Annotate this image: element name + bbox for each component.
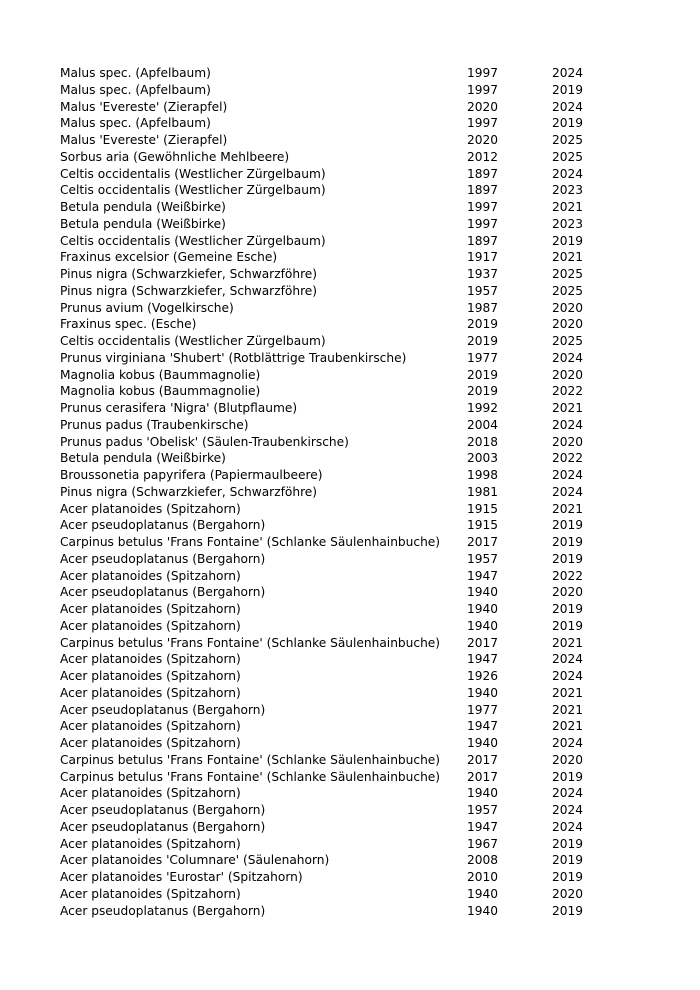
table-row: [60, 350, 620, 367]
tree-table-body: [60, 65, 620, 919]
planting-year-cell: 1957: [467, 803, 499, 817]
control-year-cell: 2021: [552, 501, 584, 516]
planting-year-cell: 2018: [467, 434, 499, 449]
table-row: [60, 400, 620, 417]
planting-year-cell: 2004: [467, 417, 499, 432]
table-row: [60, 718, 620, 735]
table-row: [60, 635, 620, 652]
table-row: [60, 233, 620, 250]
tree-species-cell: Acer platanoides 'Columnare' (Säulenahorn): [60, 853, 330, 868]
tree-species-cell: Prunus virginiana 'Shubert' (Rotblättrige Traubenkirsche): [60, 350, 407, 365]
table-row: [60, 685, 620, 702]
planting-year-cell: 1977: [467, 702, 499, 717]
planting-year-cell: 1915: [467, 518, 499, 533]
control-year-cell: 2020: [552, 585, 584, 600]
control-year-cell: 2019: [552, 769, 584, 784]
control-year-cell: 2023: [552, 216, 584, 231]
table-row: [60, 249, 620, 266]
planting-year-cell: 1926: [467, 669, 499, 683]
tree-species-cell: Carpinus betulus 'Frans Fontaine' (Schlanke Säulenhainbuche): [60, 535, 441, 549]
control-year-cell: 2020: [552, 367, 584, 382]
tree-species-cell: Sorbus aria (Gewöhnliche Mehlbeere): [60, 149, 290, 164]
planting-year-cell: 1998: [467, 468, 499, 482]
planting-year-cell: 1897: [467, 183, 499, 198]
planting-year-cell: 1917: [467, 250, 499, 265]
tree-species-cell: Pinus nigra (Schwarzkiefer, Schwarzföhre): [60, 484, 318, 499]
control-year-cell: 2024: [552, 350, 584, 365]
control-year-cell: 2019: [552, 233, 584, 248]
control-year-cell: 2019: [552, 903, 584, 918]
tree-species-cell: Acer pseudoplatanus (Bergahorn): [60, 819, 266, 834]
control-year-cell: 2024: [552, 669, 584, 683]
control-year-cell: 2021: [552, 200, 584, 214]
table-row: [60, 568, 620, 585]
planting-year-cell: 1940: [467, 685, 499, 700]
planting-year-cell: 1947: [467, 568, 499, 583]
table-row: [60, 300, 620, 317]
control-year-cell: 2019: [552, 116, 584, 131]
planting-year-cell: 1947: [467, 652, 499, 667]
table-row: [60, 584, 620, 601]
planting-year-cell: 1947: [467, 819, 499, 834]
tree-species-cell: Carpinus betulus 'Frans Fontaine' (Schlanke Säulenhainbuche): [60, 769, 441, 784]
tree-species-cell: Acer platanoides (Spitzahorn): [60, 736, 241, 750]
table-row: [60, 166, 620, 183]
control-year-cell: 2022: [552, 384, 584, 399]
control-year-cell: 2022: [552, 568, 584, 583]
tree-species-cell: Acer pseudoplatanus (Bergahorn): [60, 702, 266, 717]
control-year-cell: 2019: [552, 518, 584, 533]
tree-species-cell: Pinus nigra (Schwarzkiefer, Schwarzföhre): [60, 283, 318, 298]
control-year-cell: 2022: [552, 451, 584, 466]
tree-species-cell: Carpinus betulus 'Frans Fontaine' (Schlanke Säulenhainbuche): [60, 752, 441, 767]
table-row: [60, 802, 620, 819]
tree-species-cell: Acer platanoides (Spitzahorn): [60, 568, 241, 583]
planting-year-cell: 1997: [467, 216, 499, 231]
tree-species-cell: Magnolia kobus (Baummagnolie): [60, 384, 261, 399]
tree-species-cell: Acer platanoides (Spitzahorn): [60, 501, 241, 516]
tree-species-cell: Prunus padus 'Obelisk' (Säulen-Traubenkirsche): [60, 434, 349, 449]
planting-year-cell: 1997: [467, 200, 499, 214]
table-row: [60, 903, 620, 920]
tree-species-cell: Fraxinus spec. (Esche): [60, 317, 197, 332]
tree-species-cell: Acer platanoides (Spitzahorn): [60, 652, 241, 667]
table-row: [60, 534, 620, 551]
planting-year-cell: 1940: [467, 736, 499, 750]
table-row: [60, 82, 620, 99]
planting-year-cell: 2019: [467, 317, 499, 332]
planting-year-cell: 2017: [467, 752, 499, 767]
tree-species-cell: Acer platanoides 'Eurostar' (Spitzahorn): [60, 870, 303, 884]
tree-species-cell: Acer pseudoplatanus (Bergahorn): [60, 551, 266, 566]
tree-table: [60, 65, 620, 919]
control-year-cell: 2019: [552, 618, 584, 633]
table-row: [60, 484, 620, 501]
table-row: [60, 216, 620, 233]
tree-species-cell: Acer platanoides (Spitzahorn): [60, 602, 241, 616]
control-year-cell: 2025: [552, 283, 584, 298]
control-year-cell: 2024: [552, 786, 584, 801]
tree-species-cell: Acer platanoides (Spitzahorn): [60, 685, 241, 700]
table-row: [60, 199, 620, 216]
planting-year-cell: 1947: [467, 719, 499, 734]
table-row: [60, 149, 620, 166]
tree-species-cell: Celtis occidentalis (Westlicher Zürgelbaum): [60, 166, 326, 181]
table-row: [60, 266, 620, 283]
control-year-cell: 2020: [552, 752, 584, 767]
planting-year-cell: 1940: [467, 585, 499, 600]
control-year-cell: 2021: [552, 401, 584, 415]
tree-species-cell: Carpinus betulus 'Frans Fontaine' (Schlanke Säulenhainbuche): [60, 635, 441, 650]
planting-year-cell: 1957: [467, 551, 499, 566]
control-year-cell: 2025: [552, 334, 584, 348]
control-year-cell: 2024: [552, 484, 584, 499]
planting-year-cell: 1997: [467, 116, 499, 131]
tree-species-cell: Acer platanoides (Spitzahorn): [60, 886, 241, 901]
control-year-cell: 2020: [552, 886, 584, 901]
table-row: [60, 450, 620, 467]
control-year-cell: 2019: [552, 551, 584, 566]
table-row: [60, 836, 620, 853]
planting-year-cell: 1997: [467, 82, 499, 97]
control-year-cell: 2024: [552, 99, 584, 114]
planting-year-cell: 2019: [467, 367, 499, 382]
planting-year-cell: 1957: [467, 283, 499, 298]
tree-species-cell: Acer pseudoplatanus (Bergahorn): [60, 903, 266, 918]
table-row: [60, 601, 620, 618]
tree-species-cell: Acer platanoides (Spitzahorn): [60, 719, 241, 734]
planting-year-cell: 2008: [467, 853, 499, 868]
control-year-cell: 2020: [552, 434, 584, 449]
table-row: [60, 115, 620, 132]
tree-species-cell: Magnolia kobus (Baummagnolie): [60, 367, 261, 382]
planting-year-cell: 2017: [467, 769, 499, 784]
table-row: [60, 383, 620, 400]
table-row: [60, 769, 620, 786]
tree-species-cell: Malus spec. (Apfelbaum): [60, 66, 211, 80]
planting-year-cell: 1977: [467, 350, 499, 365]
tree-species-cell: Malus 'Evereste' (Zierapfel): [60, 133, 228, 147]
control-year-cell: 2021: [552, 685, 584, 700]
table-row: [60, 618, 620, 635]
tree-species-cell: Acer platanoides (Spitzahorn): [60, 786, 241, 801]
planting-year-cell: 1937: [467, 267, 499, 281]
table-row: [60, 785, 620, 802]
control-year-cell: 2024: [552, 736, 584, 750]
planting-year-cell: 1940: [467, 786, 499, 801]
table-row: [60, 752, 620, 769]
planting-year-cell: 1915: [467, 501, 499, 516]
control-year-cell: 2024: [552, 417, 584, 432]
control-year-cell: 2020: [552, 300, 584, 315]
planting-year-cell: 2020: [467, 133, 499, 147]
table-row: [60, 434, 620, 451]
planting-year-cell: 1981: [467, 484, 499, 499]
tree-species-cell: Acer pseudoplatanus (Bergahorn): [60, 518, 266, 533]
planting-year-cell: 1940: [467, 618, 499, 633]
control-year-cell: 2019: [552, 836, 584, 851]
planting-year-cell: 2010: [467, 870, 499, 884]
planting-year-cell: 2017: [467, 535, 499, 549]
tree-species-cell: Malus spec. (Apfelbaum): [60, 82, 211, 97]
table-row: [60, 517, 620, 534]
tree-species-cell: Celtis occidentalis (Westlicher Zürgelbaum): [60, 233, 326, 248]
control-year-cell: 2025: [552, 133, 584, 147]
planting-year-cell: 1940: [467, 602, 499, 616]
planting-year-cell: 1987: [467, 300, 499, 315]
tree-species-cell: Malus spec. (Apfelbaum): [60, 116, 211, 131]
table-row: [60, 735, 620, 752]
table-row: [60, 182, 620, 199]
control-year-cell: 2021: [552, 635, 584, 650]
control-year-cell: 2021: [552, 250, 584, 265]
tree-species-cell: Pinus nigra (Schwarzkiefer, Schwarzföhre): [60, 267, 318, 281]
tree-species-cell: Malus 'Evereste' (Zierapfel): [60, 99, 228, 114]
tree-species-cell: Betula pendula (Weißbirke): [60, 451, 226, 466]
tree-species-cell: Prunus avium (Vogelkirsche): [60, 300, 234, 315]
control-year-cell: 2019: [552, 870, 584, 884]
control-year-cell: 2021: [552, 719, 584, 734]
tree-species-cell: Betula pendula (Weißbirke): [60, 216, 226, 231]
planting-year-cell: 1992: [467, 401, 499, 415]
control-year-cell: 2019: [552, 535, 584, 549]
table-row: [60, 668, 620, 685]
control-year-cell: 2024: [552, 803, 584, 817]
tree-species-cell: Fraxinus excelsior (Gemeine Esche): [60, 250, 278, 265]
table-row: [60, 417, 620, 434]
planting-year-cell: 1997: [467, 66, 499, 80]
table-row: [60, 702, 620, 719]
planting-year-cell: 2019: [467, 334, 499, 348]
table-row: [60, 316, 620, 333]
planting-year-cell: 1940: [467, 903, 499, 918]
control-year-cell: 2023: [552, 183, 584, 198]
table-row: [60, 886, 620, 903]
planting-year-cell: 1940: [467, 886, 499, 901]
table-row: [60, 869, 620, 886]
table-row: [60, 852, 620, 869]
control-year-cell: 2024: [552, 652, 584, 667]
control-year-cell: 2021: [552, 702, 584, 717]
table-row: [60, 132, 620, 149]
control-year-cell: 2024: [552, 819, 584, 834]
control-year-cell: 2019: [552, 853, 584, 868]
planting-year-cell: 2020: [467, 99, 499, 114]
tree-species-cell: Prunus cerasifera 'Nigra' (Blutpflaume): [60, 401, 298, 415]
planting-year-cell: 2012: [467, 149, 499, 164]
table-row: [60, 99, 620, 116]
tree-species-cell: Acer pseudoplatanus (Bergahorn): [60, 803, 266, 817]
control-year-cell: 2024: [552, 468, 584, 482]
tree-species-cell: Celtis occidentalis (Westlicher Zürgelbaum): [60, 334, 326, 348]
control-year-cell: 2025: [552, 149, 584, 164]
table-row: [60, 467, 620, 484]
tree-species-cell: Acer platanoides (Spitzahorn): [60, 618, 241, 633]
tree-species-cell: Acer platanoides (Spitzahorn): [60, 669, 241, 683]
control-year-cell: 2019: [552, 82, 584, 97]
table-row: [60, 333, 620, 350]
control-year-cell: 2025: [552, 267, 584, 281]
control-year-cell: 2024: [552, 166, 584, 181]
tree-species-cell: Acer pseudoplatanus (Bergahorn): [60, 585, 266, 600]
tree-species-cell: Broussonetia papyrifera (Papiermaulbeere): [60, 468, 323, 482]
planting-year-cell: 2017: [467, 635, 499, 650]
control-year-cell: 2024: [552, 66, 584, 80]
control-year-cell: 2019: [552, 602, 584, 616]
planting-year-cell: 2019: [467, 384, 499, 399]
table-row: [60, 283, 620, 300]
planting-year-cell: 1897: [467, 233, 499, 248]
tree-species-cell: Celtis occidentalis (Westlicher Zürgelbaum): [60, 183, 326, 198]
table-row: [60, 501, 620, 518]
table-row: [60, 651, 620, 668]
table-row: [60, 367, 620, 384]
table-row: [60, 819, 620, 836]
control-year-cell: 2020: [552, 317, 584, 332]
planting-year-cell: 2003: [467, 451, 499, 466]
planting-year-cell: 1897: [467, 166, 499, 181]
tree-species-cell: Betula pendula (Weißbirke): [60, 200, 226, 214]
planting-year-cell: 1967: [467, 836, 499, 851]
tree-species-cell: Prunus padus (Traubenkirsche): [60, 417, 249, 432]
table-row: [60, 551, 620, 568]
tree-species-cell: Acer platanoides (Spitzahorn): [60, 836, 241, 851]
table-row: [60, 65, 620, 82]
